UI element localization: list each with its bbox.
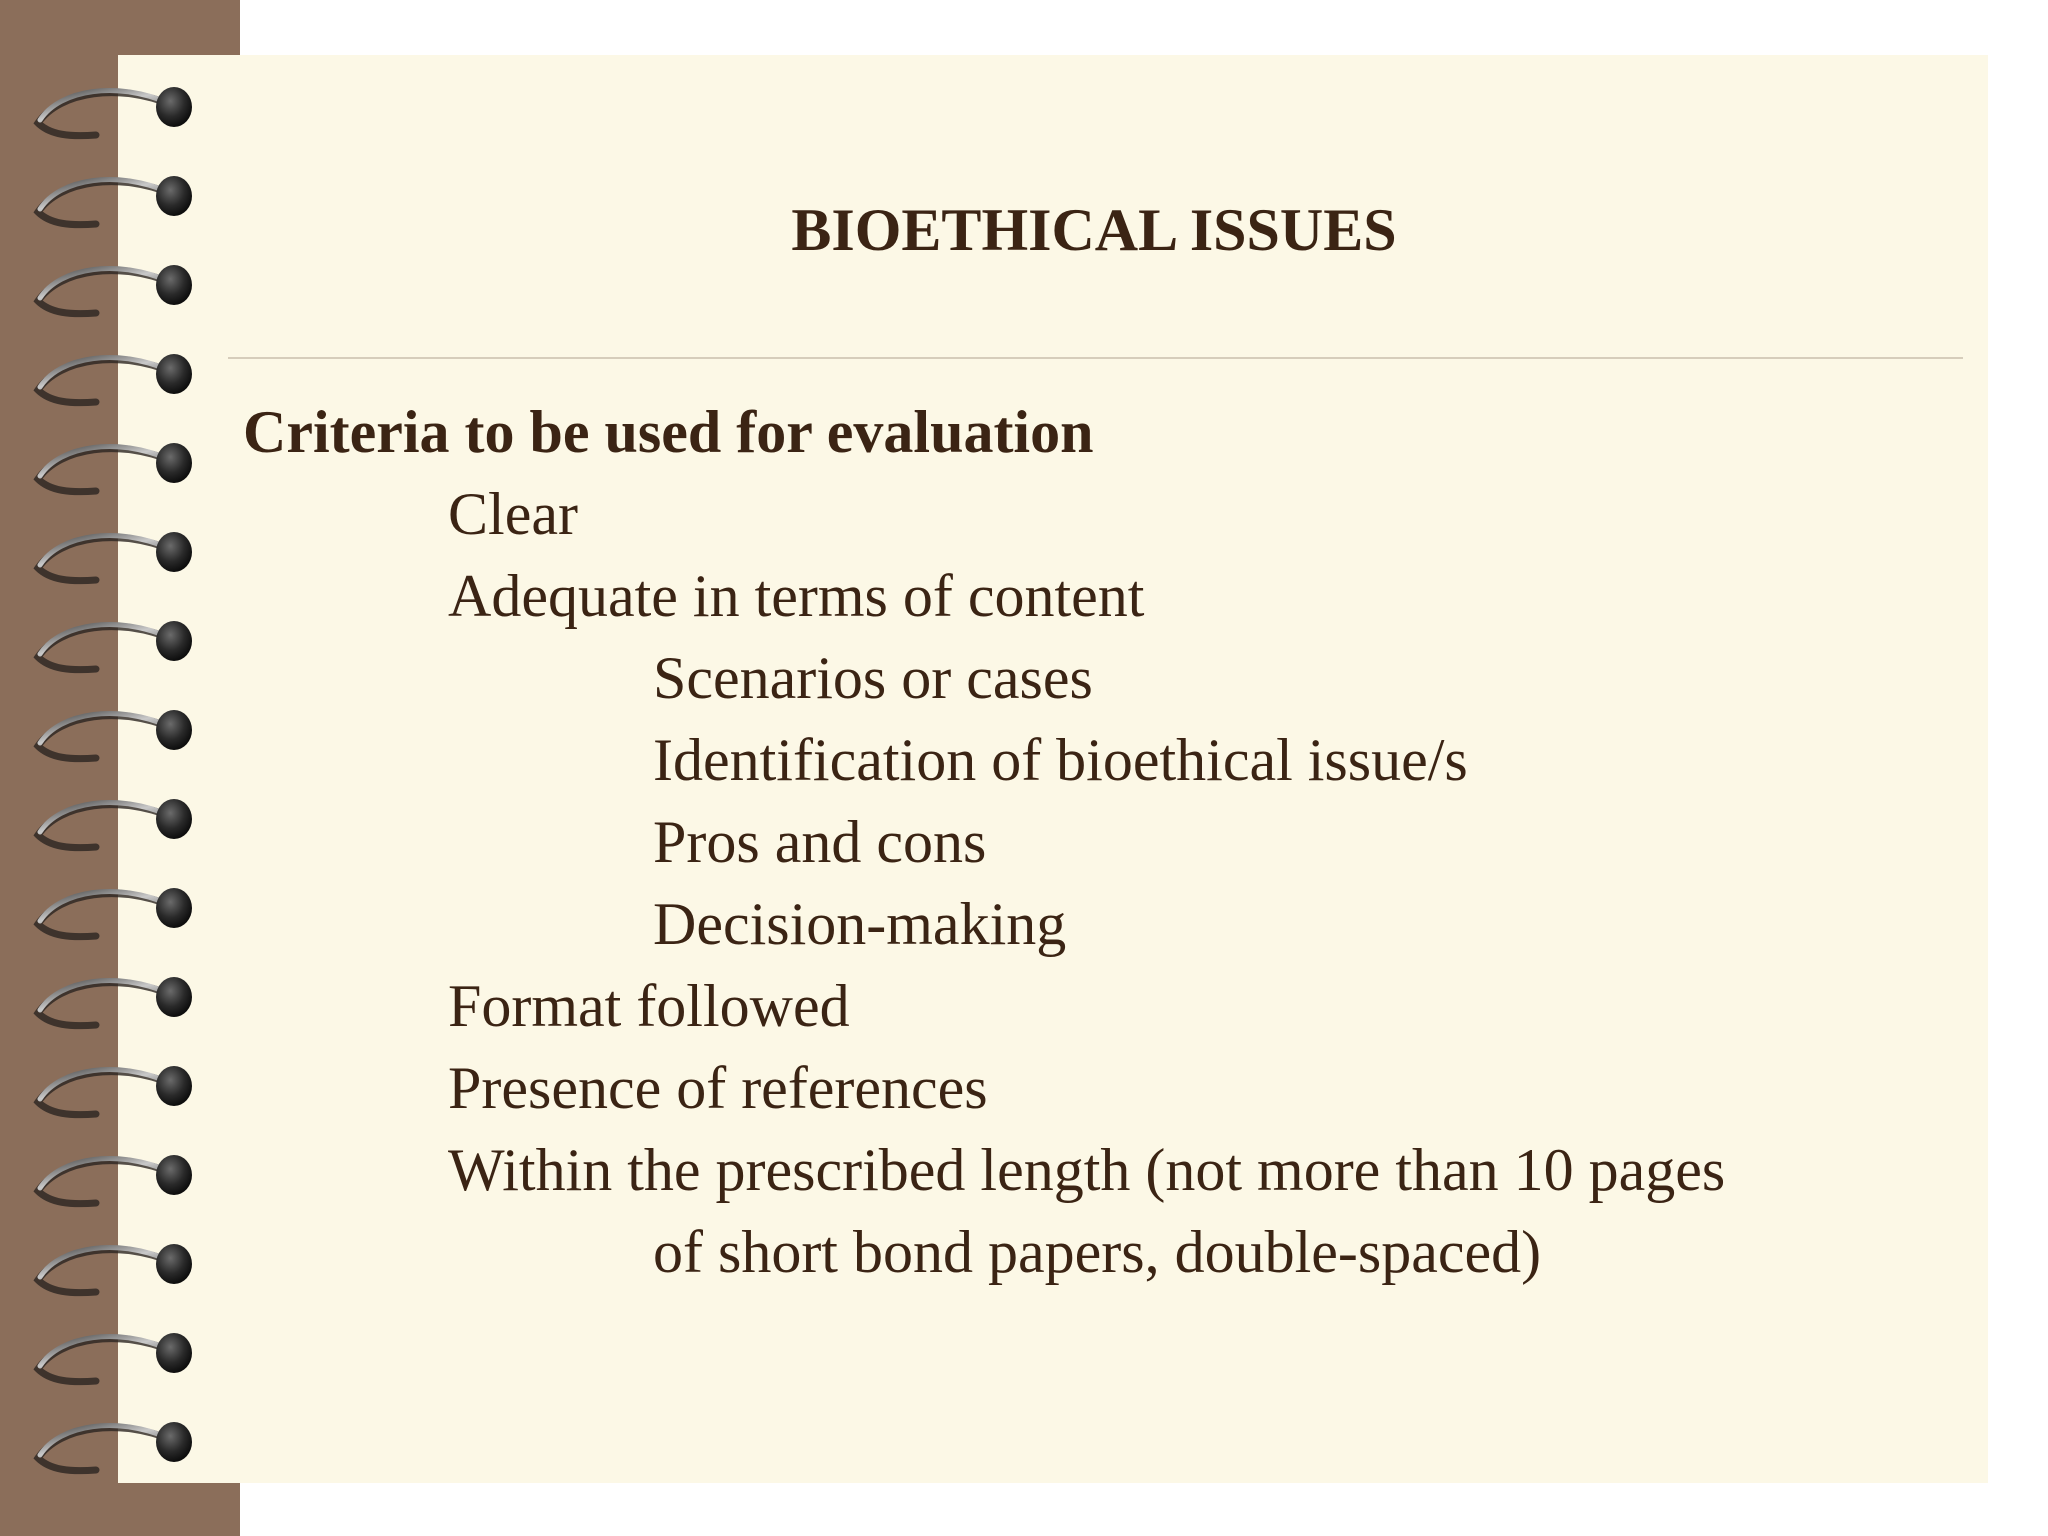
binding-ring: [38, 532, 192, 581]
list-item: Adequate in terms of content: [448, 563, 1145, 629]
list-item: Presence of references: [448, 1055, 988, 1121]
binding-ring: [38, 621, 192, 670]
list-item: Within the prescribed length (not more than 10 pages: [448, 1137, 1726, 1203]
list-item: Clear: [448, 481, 578, 547]
list-item: Pros and cons: [653, 809, 987, 875]
binding-ring: [38, 1244, 192, 1293]
binding-ring: [38, 265, 192, 314]
list-item: Identification of bioethical issue/s: [653, 727, 1468, 793]
title-divider: [228, 357, 1963, 359]
list-item: Decision-making: [653, 891, 1067, 957]
binding-ring: [38, 1155, 192, 1204]
binding-ring: [38, 87, 192, 136]
binding-ring: [38, 1333, 192, 1382]
binding-ring: [38, 443, 192, 492]
binding-ring: [38, 888, 192, 937]
list-item: Scenarios or cases: [653, 645, 1093, 711]
list-item: of short bond papers, double-spaced): [653, 1219, 1542, 1285]
binding-ring: [38, 354, 192, 403]
slide-title: BIOETHICAL ISSUES: [791, 197, 1397, 263]
binding-ring: [38, 710, 192, 759]
criteria-heading: Criteria to be used for evaluation: [243, 399, 1094, 465]
binding-ring: [38, 799, 192, 848]
binding-ring: [38, 1066, 192, 1115]
binding-ring: [38, 1422, 192, 1471]
binding-ring: [38, 977, 192, 1026]
list-item: Format followed: [448, 973, 850, 1039]
